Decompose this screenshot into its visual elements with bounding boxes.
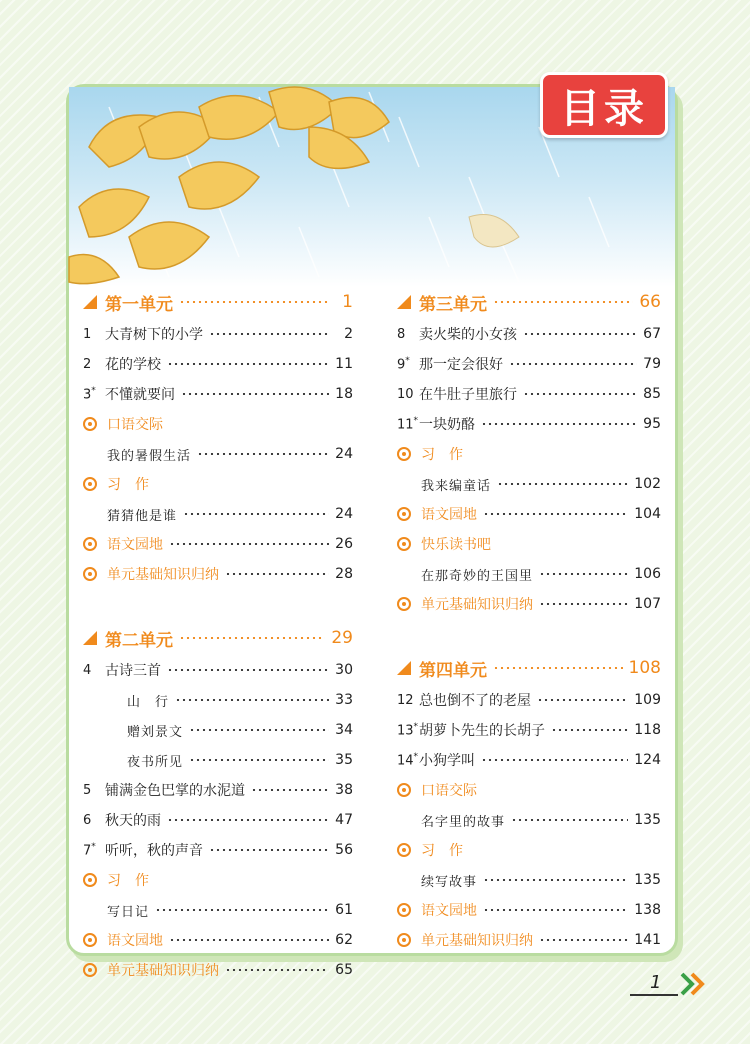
toc-page-number: 2 [344,326,353,342]
toc-entry-lesson[interactable] [397,319,661,349]
toc-entry-label: 语文园地 [107,537,163,553]
optional-star: * [413,751,419,762]
toc-entry-label: 夜书所见 [127,754,184,770]
toc-entry-lesson[interactable] [83,319,353,349]
dot-leader [539,573,628,575]
optional-star: * [91,385,96,396]
lesson-number: 1 [83,326,92,342]
toc-entry-label: 单元基础知识归纳 [107,567,219,583]
bullet-circle-icon [83,933,97,947]
toc-entry-sub2[interactable] [83,745,353,775]
toc-page-number: 24 [335,446,353,462]
dot-leader [167,363,329,365]
toc-entry-label: 第一单元 [105,294,173,315]
toc-entry-sec[interactable] [83,529,353,559]
bullet-circle-icon [83,477,97,491]
toc-entry-lesson[interactable] [397,379,661,409]
dot-leader [179,301,329,303]
toc-entry-label: 续写故事 [421,874,478,890]
toc-entry-label: 习作 [107,477,163,493]
toc-entry-label: 大青树下的小学 [105,327,203,343]
lesson-number: 4 [83,662,92,678]
dot-leader [511,819,628,821]
unit-triangle-icon [83,631,97,645]
toc-entry-label: 口语交际 [107,417,163,433]
toc-page-number: 47 [335,812,353,828]
toc-entry-label: 那一定会很好 [419,357,503,373]
bullet-circle-icon [397,843,411,857]
dot-leader [493,667,623,669]
toc-entry-unit[interactable] [397,653,661,683]
lesson-number: 9* [397,355,410,373]
toc-entry-sec[interactable] [83,409,353,439]
chevron-right-icon [680,972,706,996]
toc-entry-lesson[interactable] [83,835,353,865]
toc-page-number: 138 [634,902,661,918]
toc-entry-label: 赠刘景文 [127,724,184,740]
dot-leader [225,969,329,971]
bullet-circle-icon [397,597,411,611]
toc-entry-sub[interactable] [83,895,353,925]
bullet-circle-icon [83,873,97,887]
toc-page-number: 1 [342,292,353,312]
lesson-number: 7* [83,841,96,859]
toc-entry-label: 总也倒不了的老屋 [419,693,531,709]
dot-leader [225,573,329,575]
toc-entry-sec[interactable] [83,955,353,985]
toc-page-number: 24 [335,506,353,522]
dot-leader [539,603,628,605]
lesson-number: 5 [83,782,92,798]
dot-leader [175,699,329,701]
toc-entry-label: 铺满金色巴掌的水泥道 [105,783,245,799]
optional-star: * [413,721,419,732]
toc-entry-label: 第三单元 [419,294,487,315]
toc-page-number: 28 [335,566,353,582]
toc-entry-label: 在那奇妙的王国里 [421,568,534,584]
toc-page-number: 104 [634,506,661,522]
toc-entry-label: 古诗三首 [105,663,161,679]
lesson-number: 13* [397,721,419,739]
toc-entry-sub2[interactable] [83,685,353,715]
toc-entry-lesson[interactable] [397,409,661,439]
dot-leader [183,513,329,515]
toc-entry-label: 秋天的雨 [105,813,161,829]
toc-entry-label: 我的暑假生活 [107,448,192,464]
toc-entry-label: 在牛肚子里旅行 [419,387,517,403]
toc-entry-sec[interactable] [397,925,661,955]
lesson-number: 12 [397,692,414,708]
dot-leader [509,363,637,365]
toc-page-number: 26 [335,536,353,552]
toc-entry-sec[interactable] [397,835,661,865]
optional-star: * [413,415,419,426]
toc-entry-sub[interactable] [397,865,661,895]
dot-leader [189,729,329,731]
lesson-number: 11* [397,415,419,433]
dot-leader [181,393,329,395]
toc-entry-label: 单元基础知识归纳 [107,963,219,979]
toc-page-number: 11 [335,356,353,372]
bullet-circle-icon [397,537,411,551]
toc-page-number: 29 [331,628,353,648]
divider [630,994,678,996]
toc-entry-label: 听听，秋的声音 [105,843,203,859]
lesson-number: 6 [83,812,92,828]
toc-entry-unit[interactable] [83,623,353,653]
dot-leader [481,423,637,425]
toc-entry-sec[interactable] [397,439,661,469]
toc-page-number: 108 [628,658,661,678]
dot-leader [497,483,628,485]
dot-leader [493,301,633,303]
toc-page-number: 135 [634,812,661,828]
toc-entry-label: 语文园地 [421,507,477,523]
bullet-circle-icon [83,963,97,977]
dot-leader [483,879,628,881]
bullet-circle-icon [397,507,411,521]
toc-page-number: 106 [634,566,661,582]
toc-entry-sub[interactable] [397,559,661,589]
dot-leader [251,789,329,791]
bullet-circle-icon [83,537,97,551]
toc-entry-lesson[interactable] [397,715,661,745]
toc-page-number: 34 [335,722,353,738]
toc-page-number: 95 [643,416,661,432]
dot-leader [189,759,329,761]
optional-star: * [91,841,96,852]
lesson-number: 8 [397,326,406,342]
toc-page-number: 65 [335,962,353,978]
toc-entry-lesson[interactable] [397,745,661,775]
dot-leader [169,939,329,941]
toc-entry-sec[interactable] [83,559,353,589]
toc-page-number: 85 [643,386,661,402]
toc-page-number: 35 [335,752,353,768]
toc-entry-lesson[interactable] [83,349,353,379]
dot-leader [179,637,325,639]
toc-entry-label: 第二单元 [105,630,173,651]
toc-entry-label: 习作 [421,447,477,463]
toc-page-number: 102 [634,476,661,492]
toc-entry-label: 习作 [421,843,477,859]
toc-entry-label: 单元基础知识归纳 [421,597,533,613]
unit-triangle-icon [83,295,97,309]
toc-page-number: 118 [634,722,661,738]
toc-entry-sub[interactable] [397,469,661,499]
dot-leader [537,699,628,701]
toc-entry-sec[interactable] [397,499,661,529]
bullet-circle-icon [397,783,411,797]
dot-leader [155,909,329,911]
toc-entry-sub[interactable] [83,499,353,529]
toc-page-number: 30 [335,662,353,678]
toc-page-number: 66 [639,292,661,312]
toc-entry-sec[interactable] [397,895,661,925]
toc-entry-label: 口语交际 [421,783,477,799]
lesson-number: 14* [397,751,419,769]
toc-page-number: 38 [335,782,353,798]
toc-entry-label: 我来编童话 [421,478,492,494]
lesson-number: 10 [397,386,414,402]
lesson-number: 3* [83,385,96,403]
dot-leader [209,849,329,851]
toc-page-number: 18 [335,386,353,402]
bullet-circle-icon [397,447,411,461]
toc-entry-lesson[interactable] [83,805,353,835]
toc-entry-label: 猜猜他是谁 [107,508,178,524]
dot-leader [169,543,329,545]
toc-entry-sec[interactable] [83,925,353,955]
toc-entry-sub[interactable] [83,439,353,469]
toc-page-number: 67 [643,326,661,342]
toc-entry-unit[interactable] [397,287,661,317]
dot-leader [167,669,329,671]
toc-entry-lesson[interactable] [83,655,353,685]
dot-leader [197,453,329,455]
dot-leader [523,333,637,335]
toc-entry-label: 小狗学叫 [419,753,475,769]
toc-entry-lesson[interactable] [397,685,661,715]
toc-page-number: 141 [634,932,661,948]
toc-page-number: 107 [634,596,661,612]
toc-page-number: 124 [634,752,661,768]
dot-leader [483,909,628,911]
dot-leader [167,819,329,821]
toc-entry-lesson[interactable] [397,349,661,379]
toc-entry-label: 写日记 [107,904,150,920]
toc-entry-label: 语文园地 [107,933,163,949]
toc-page-number: 33 [335,692,353,708]
dot-leader [523,393,637,395]
optional-star: * [405,355,410,366]
toc-entry-label: 一块奶酪 [419,417,475,433]
page-title: 目录 [540,72,668,138]
toc-entry-sub2[interactable] [83,715,353,745]
dot-leader [209,333,329,335]
toc-entry-label: 不懂就要问 [105,387,175,403]
toc-card [66,84,678,979]
toc-entry-label: 山 行 [127,694,170,710]
toc-entry-unit[interactable] [83,287,353,317]
toc-entry-label: 快乐读书吧 [421,537,491,553]
toc-page-number: 61 [335,902,353,918]
toc-entry-label: 第四单元 [419,660,487,681]
bullet-circle-icon [83,567,97,581]
toc-entry-sec[interactable] [397,529,661,559]
dot-leader [483,513,628,515]
toc-entry-label: 名字里的故事 [421,814,506,830]
page-number: 1 [650,972,662,993]
toc-entry-lesson[interactable] [83,775,353,805]
dot-leader [551,729,628,731]
toc-entry-label: 卖火柴的小女孩 [419,327,517,343]
toc-entry-lesson[interactable] [83,379,353,409]
toc-entry-sec[interactable] [397,775,661,805]
toc-page-number: 135 [634,872,661,888]
bullet-circle-icon [397,903,411,917]
unit-triangle-icon [397,661,411,675]
dot-leader [539,939,628,941]
toc-page-number: 62 [335,932,353,948]
toc-entry-label: 单元基础知识归纳 [421,933,533,949]
toc-entry-sub[interactable] [397,805,661,835]
toc-entry-label: 习作 [107,873,163,889]
toc-entry-sec[interactable] [397,589,661,619]
toc-entry-sec[interactable] [83,865,353,895]
ginkgo-leaves-icon [69,87,489,287]
dot-leader [481,759,628,761]
toc-entry-label: 胡萝卜先生的长胡子 [419,723,545,739]
unit-triangle-icon [397,295,411,309]
toc-entry-label: 语文园地 [421,903,477,919]
toc-page-number: 79 [643,356,661,372]
bullet-circle-icon [83,417,97,431]
bullet-circle-icon [397,933,411,947]
lesson-number: 2 [83,356,92,372]
toc-entry-label: 花的学校 [105,357,161,373]
toc-entry-sec[interactable] [83,469,353,499]
toc-page-number: 109 [634,692,661,708]
toc-page-number: 56 [335,842,353,858]
